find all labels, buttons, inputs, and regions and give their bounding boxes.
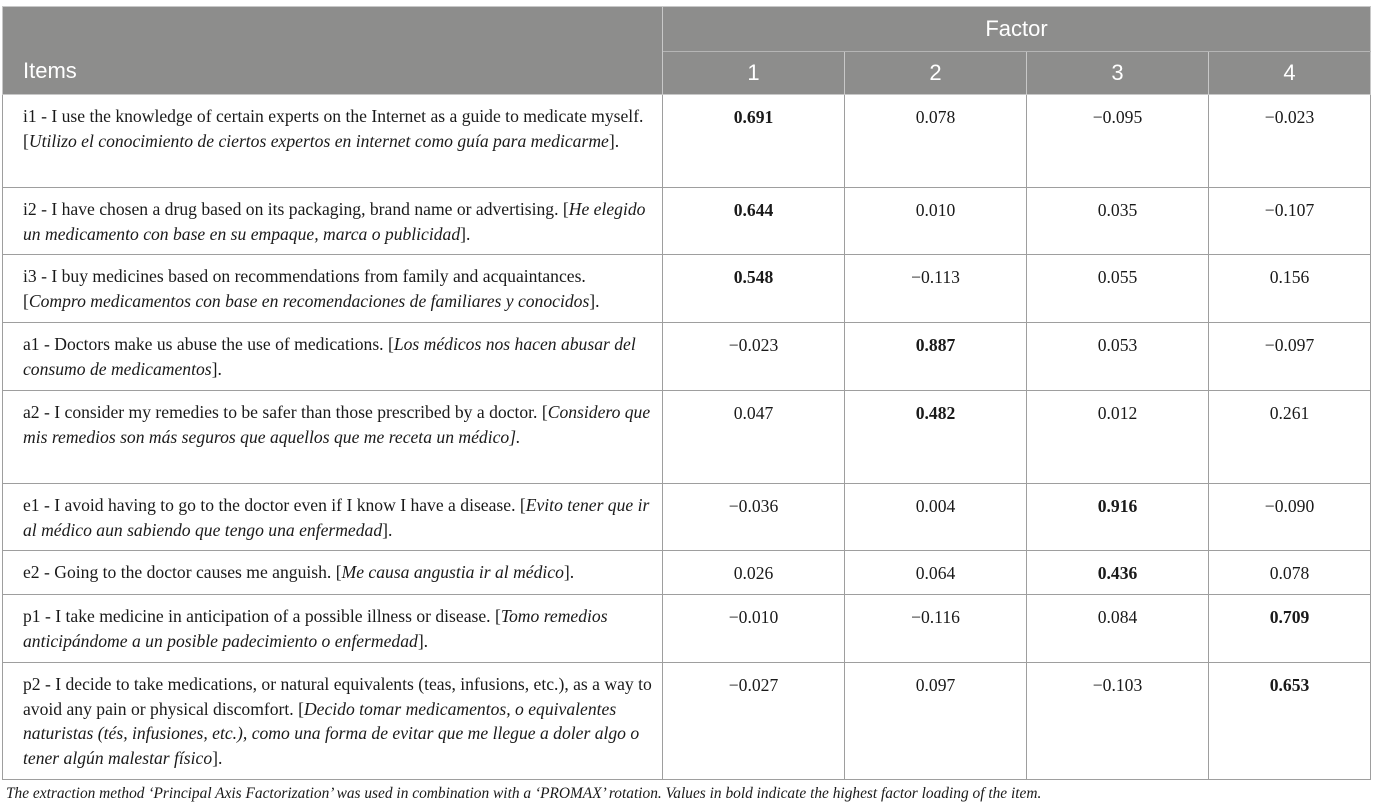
item-text: p1 - I take medicine in anticipation of a possible illness or disease. [: [23, 605, 501, 626]
factor-group-header: Factor: [663, 7, 1371, 52]
item-close: ].: [589, 290, 600, 311]
item-text: e1 - I avoid having to go to the doctor even if I know I have a disease. [: [23, 495, 526, 516]
factor-4-header: 4: [1209, 52, 1371, 95]
loading-cell: 0.709: [1209, 594, 1371, 662]
table-row: [3, 551, 1371, 595]
loading-cell: 0.012: [1027, 391, 1209, 484]
item-close: ].: [382, 519, 393, 540]
item-text: a1 - Doctors make us abuse the use of medications. [: [23, 334, 394, 355]
item-spanish-text: Compro medicamentos con base en recomendaciones de familiares y conocidos: [28, 290, 590, 311]
loading-cell: −0.107: [1209, 188, 1371, 255]
item-close: ].: [460, 223, 471, 244]
item-text: i2 - I have chosen a drug based on its packaging, brand name or advertising. [: [23, 199, 569, 219]
item-spanish-text: Utilizo el conocimiento de ciertos expertos en internet como guía para medicarme: [28, 130, 609, 151]
item-text: p2 - I decide to take medications, or natural equivalents (teas, infusions, etc.), as a way to avoid any pain or physical discomfort. [: [23, 673, 652, 719]
items-column-header: Items: [3, 7, 663, 95]
item-close: ].: [608, 130, 620, 151]
factor-loadings-table-container: [2, 6, 1370, 780]
loading-cell: −0.036: [663, 484, 845, 551]
loading-cell: 0.653: [1209, 662, 1371, 779]
item-spanish-text: Tomo remedios anticipándome a un posible padecimiento o enfermedad: [23, 605, 608, 651]
table-row: [3, 662, 1371, 779]
item-spanish-text: He elegido un medicamento con base en su empaque, marca o publicidad: [23, 199, 646, 244]
loading-cell: 0.084: [1027, 594, 1209, 662]
loading-cell: 0.010: [845, 188, 1027, 255]
factor-1-header: 1: [663, 52, 845, 95]
loading-cell: 0.047: [663, 391, 845, 484]
loading-cell: 0.097: [845, 662, 1027, 779]
loading-cell: 0.887: [845, 323, 1027, 391]
loading-cell: 0.078: [1209, 551, 1371, 595]
loading-cell: 0.436: [1027, 551, 1209, 595]
loading-cell: 0.261: [1209, 391, 1371, 484]
item-cell: [3, 551, 663, 595]
item-text: i1 - I use the knowledge of certain experts on the Internet as a guide to medicate myself. [: [23, 106, 644, 151]
loading-cell: −0.095: [1027, 95, 1209, 188]
table-row: [3, 95, 1371, 188]
item-cell: [3, 188, 663, 255]
loading-cell: 0.026: [663, 551, 845, 595]
loading-cell: 0.004: [845, 484, 1027, 551]
loading-cell: −0.027: [663, 662, 845, 779]
loading-cell: 0.691: [663, 95, 845, 188]
item-close: ].: [417, 630, 429, 651]
table-row: [3, 391, 1371, 484]
item-cell: [3, 594, 663, 662]
item-close: ].: [211, 358, 222, 379]
table-row: [3, 484, 1371, 551]
loading-cell: −0.023: [663, 323, 845, 391]
loading-cell: −0.116: [845, 594, 1027, 662]
item-cell: [3, 484, 663, 551]
item-spanish-text: Los médicos nos hacen abusar del consumo de medicamentos: [23, 334, 636, 379]
factor-3-header: 3: [1027, 52, 1209, 95]
factor-loadings-table: [2, 6, 1371, 780]
loading-cell: −0.097: [1209, 323, 1371, 391]
table-row: [3, 594, 1371, 662]
table-row: [3, 255, 1371, 323]
item-cell: [3, 95, 663, 188]
loading-cell: 0.053: [1027, 323, 1209, 391]
item-spanish-text: Considero que mis remedios son más seguros que aquellos que me receta un médico].: [23, 402, 651, 447]
loading-cell: −0.103: [1027, 662, 1209, 779]
loading-cell: 0.548: [663, 255, 845, 323]
table-header: [3, 7, 1371, 95]
table-row: [3, 323, 1371, 391]
loading-cell: 0.482: [845, 391, 1027, 484]
loading-cell: 0.064: [845, 551, 1027, 595]
loading-cell: −0.090: [1209, 484, 1371, 551]
item-close: ].: [212, 747, 223, 768]
table-row: [3, 188, 1371, 255]
factor-2-header: 2: [845, 52, 1027, 95]
table-footnote: The extraction method ‘Principal Axis Factorization’ was used in combination with a ‘PROMAX’ rotation. Values in bold indicate the highest factor loading of the item.: [6, 785, 1042, 802]
loading-cell: 0.035: [1027, 188, 1209, 255]
table-body: [3, 95, 1371, 780]
loading-cell: 0.644: [663, 188, 845, 255]
item-cell: [3, 323, 663, 391]
loading-cell: −0.113: [845, 255, 1027, 323]
loading-cell: 0.078: [845, 95, 1027, 188]
loading-cell: −0.010: [663, 594, 845, 662]
loading-cell: 0.156: [1209, 255, 1371, 323]
item-cell: [3, 391, 663, 484]
item-close: ].: [563, 562, 575, 583]
item-text: e2 - Going to the doctor causes me anguish. [: [23, 562, 342, 583]
item-spanish-text: Decido tomar medicamentos, o equivalentes naturistas (tés, infusiones, etc.), como una forma de evitar que me llegue a doler algo o tener algún malestar físico: [23, 698, 640, 768]
loading-cell: 0.916: [1027, 484, 1209, 551]
item-spanish-text: Evito tener que ir al médico aun sabiendo que tengo una enfermedad: [23, 495, 650, 540]
item-spanish-text: Me causa angustia ir al médico: [341, 562, 564, 583]
item-text: a2 - I consider my remedies to be safer than those prescribed by a doctor. [: [23, 402, 548, 423]
item-cell: [3, 255, 663, 323]
item-text: i3 - I buy medicines based on recommendations from family and acquaintances. [: [23, 266, 586, 311]
loading-cell: 0.055: [1027, 255, 1209, 323]
loading-cell: −0.023: [1209, 95, 1371, 188]
item-cell: [3, 662, 663, 779]
